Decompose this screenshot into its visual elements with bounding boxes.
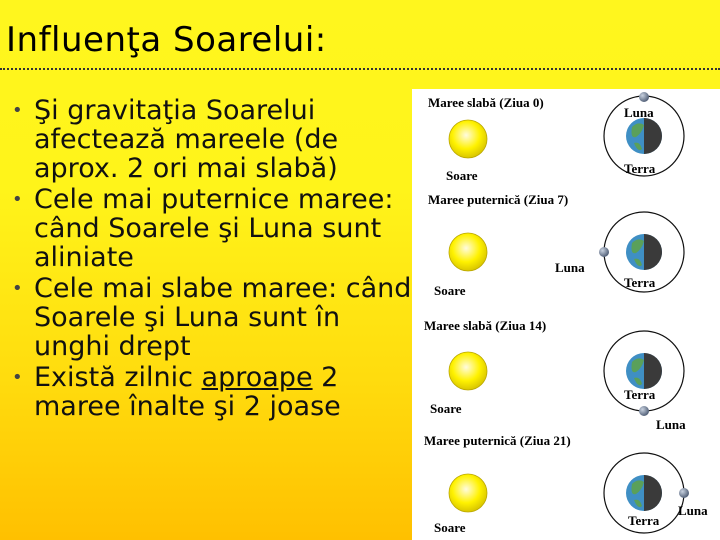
slide-title: Influenţa Soarelui: (6, 20, 327, 60)
sun-icon (449, 120, 487, 158)
moon-label: Luna (624, 105, 654, 120)
bullet-text-underlined: aproape (201, 362, 313, 393)
panel-caption: Maree slabă (Ziua 14) (424, 318, 547, 333)
bullet-text: Şi gravitaţia Soarelui afectează mareele (de aprox. 2 ori mai slabă) (34, 95, 339, 184)
moon-icon (639, 92, 649, 102)
sun-label: Soare (434, 520, 466, 535)
tides-diagram (412, 89, 720, 540)
panel-caption: Maree puternică (Ziua 21) (424, 433, 571, 448)
moon-label: Luna (678, 503, 708, 518)
diagram-panel (428, 92, 684, 183)
bullet-text-before: Există zilnic (34, 362, 202, 393)
sun-label: Soare (430, 401, 462, 416)
bullet-text: Cele mai puternice maree: când Soarele şi Luna sunt aliniate (34, 184, 394, 273)
bullet-dot-icon: • (12, 189, 23, 210)
bullet-dot-icon: • (12, 100, 23, 121)
earth-icon (626, 475, 662, 511)
moon-label: Luna (656, 417, 686, 432)
sun-icon (449, 352, 487, 390)
bullet-item (12, 185, 422, 272)
bullet-text: Cele mai slabe maree: când Soarele şi Luna sunt în unghi drept (34, 273, 412, 362)
moon-label: Luna (555, 260, 585, 275)
sun-icon (449, 474, 487, 512)
panel-caption: Maree slabă (Ziua 0) (428, 95, 544, 110)
earth-label: Terra (624, 161, 656, 176)
title-divider (0, 68, 720, 70)
sun-label: Soare (434, 283, 466, 298)
earth-label: Terra (628, 513, 660, 528)
bullet-item (12, 363, 422, 421)
panel-caption: Maree puternică (Ziua 7) (428, 192, 569, 207)
bullet-item (12, 274, 422, 361)
earth-icon (626, 234, 662, 270)
earth-label: Terra (624, 387, 656, 402)
earth-label: Terra (624, 275, 656, 290)
earth-icon (626, 118, 662, 154)
bullet-dot-icon: • (12, 367, 23, 388)
sun-icon (449, 233, 487, 271)
bullet-text-after: 2 maree înalte şi 2 joase (34, 362, 341, 422)
earth-icon (626, 353, 662, 389)
bullet-item (12, 96, 422, 183)
diagram-panel (424, 433, 708, 535)
diagram-panel (428, 192, 684, 298)
diagram-panel (424, 318, 686, 432)
moon-icon (679, 488, 689, 498)
moon-icon (599, 247, 609, 257)
sun-label: Soare (446, 168, 478, 183)
bullet-list (12, 96, 422, 423)
bullet-dot-icon: • (12, 278, 23, 299)
moon-icon (639, 406, 649, 416)
